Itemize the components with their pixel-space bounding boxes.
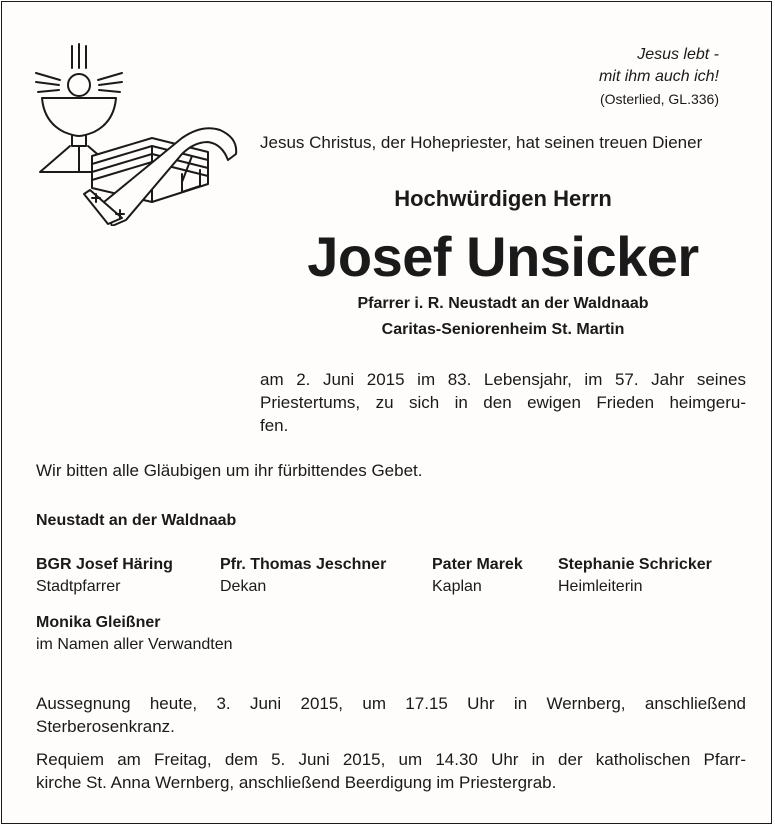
death-notice bbox=[260, 368, 746, 437]
signatory-name: Monika Gleißner bbox=[36, 614, 161, 631]
requiem-notice bbox=[36, 748, 746, 794]
signatory-role: Stadtpfarrer bbox=[36, 578, 121, 595]
motto bbox=[599, 44, 719, 110]
signatory-role: Dekan bbox=[220, 578, 267, 595]
signatory bbox=[558, 554, 712, 598]
motto-line-1: Jesus lebt - bbox=[637, 46, 719, 63]
aussegnung-line: Aussegnung heute, 3. Juni 2015, um 17.15 Uhr in Wernberg, anschließend bbox=[36, 694, 746, 713]
requiem-line: Requiem am Freitag, dem 5. Juni 2015, um 14.30 Uhr in der katholischen Pfarr- bbox=[36, 750, 746, 769]
position-line-1: Pfarrer i. R. Neustadt an der Waldnaab bbox=[357, 295, 649, 312]
signatory-name: BGR Josef Häring bbox=[36, 556, 173, 573]
death-line: fen. bbox=[260, 416, 289, 435]
death-line: am 2. Juni 2015 im 83. Lebensjahr, im 57. Jahr seines bbox=[260, 370, 746, 389]
aussegnung-notice bbox=[36, 692, 746, 738]
signatory bbox=[36, 612, 233, 656]
signatory-name: Pfr. Thomas Jeschner bbox=[220, 556, 387, 573]
signatory bbox=[432, 554, 523, 598]
position-line-2: Caritas-Seniorenheim St. Martin bbox=[381, 321, 625, 338]
honorific: Hochwürdigen Herrn bbox=[394, 186, 612, 211]
motto-line-2: mit ihm auch ich! bbox=[598, 68, 719, 85]
signatory bbox=[220, 554, 386, 598]
prayer-request: Wir bitten alle Gläubigen um ihr fürbittendes Gebet. bbox=[36, 461, 423, 480]
intro-text: Jesus Christus, der Hohepriester, hat seinen treuen Diener bbox=[260, 133, 703, 152]
signatory bbox=[36, 554, 173, 598]
aussegnung-line: Sterberosenkranz. bbox=[36, 717, 175, 736]
obituary-frame bbox=[1, 1, 772, 824]
deceased-name: Josef Unsicker bbox=[307, 225, 699, 288]
location: Neustadt an der Waldnaab bbox=[36, 512, 237, 529]
signatory-name: Stephanie Schricker bbox=[558, 556, 712, 573]
motto-source: (Osterlied, GL.336) bbox=[599, 91, 719, 107]
chalice-stole-book-icon bbox=[32, 42, 244, 226]
requiem-line: kirche St. Anna Wernberg, anschließend Beerdigung im Priestergrab. bbox=[36, 773, 557, 792]
signatory-role: Kaplan bbox=[432, 578, 482, 595]
signatory-role: Heimleiterin bbox=[558, 578, 643, 595]
signatory-role: im Namen aller Verwandten bbox=[36, 636, 233, 653]
signatory-name: Pater Marek bbox=[432, 556, 523, 573]
death-line: Priestertums, zu sich in den ewigen Frieden heimgeru- bbox=[260, 393, 746, 412]
